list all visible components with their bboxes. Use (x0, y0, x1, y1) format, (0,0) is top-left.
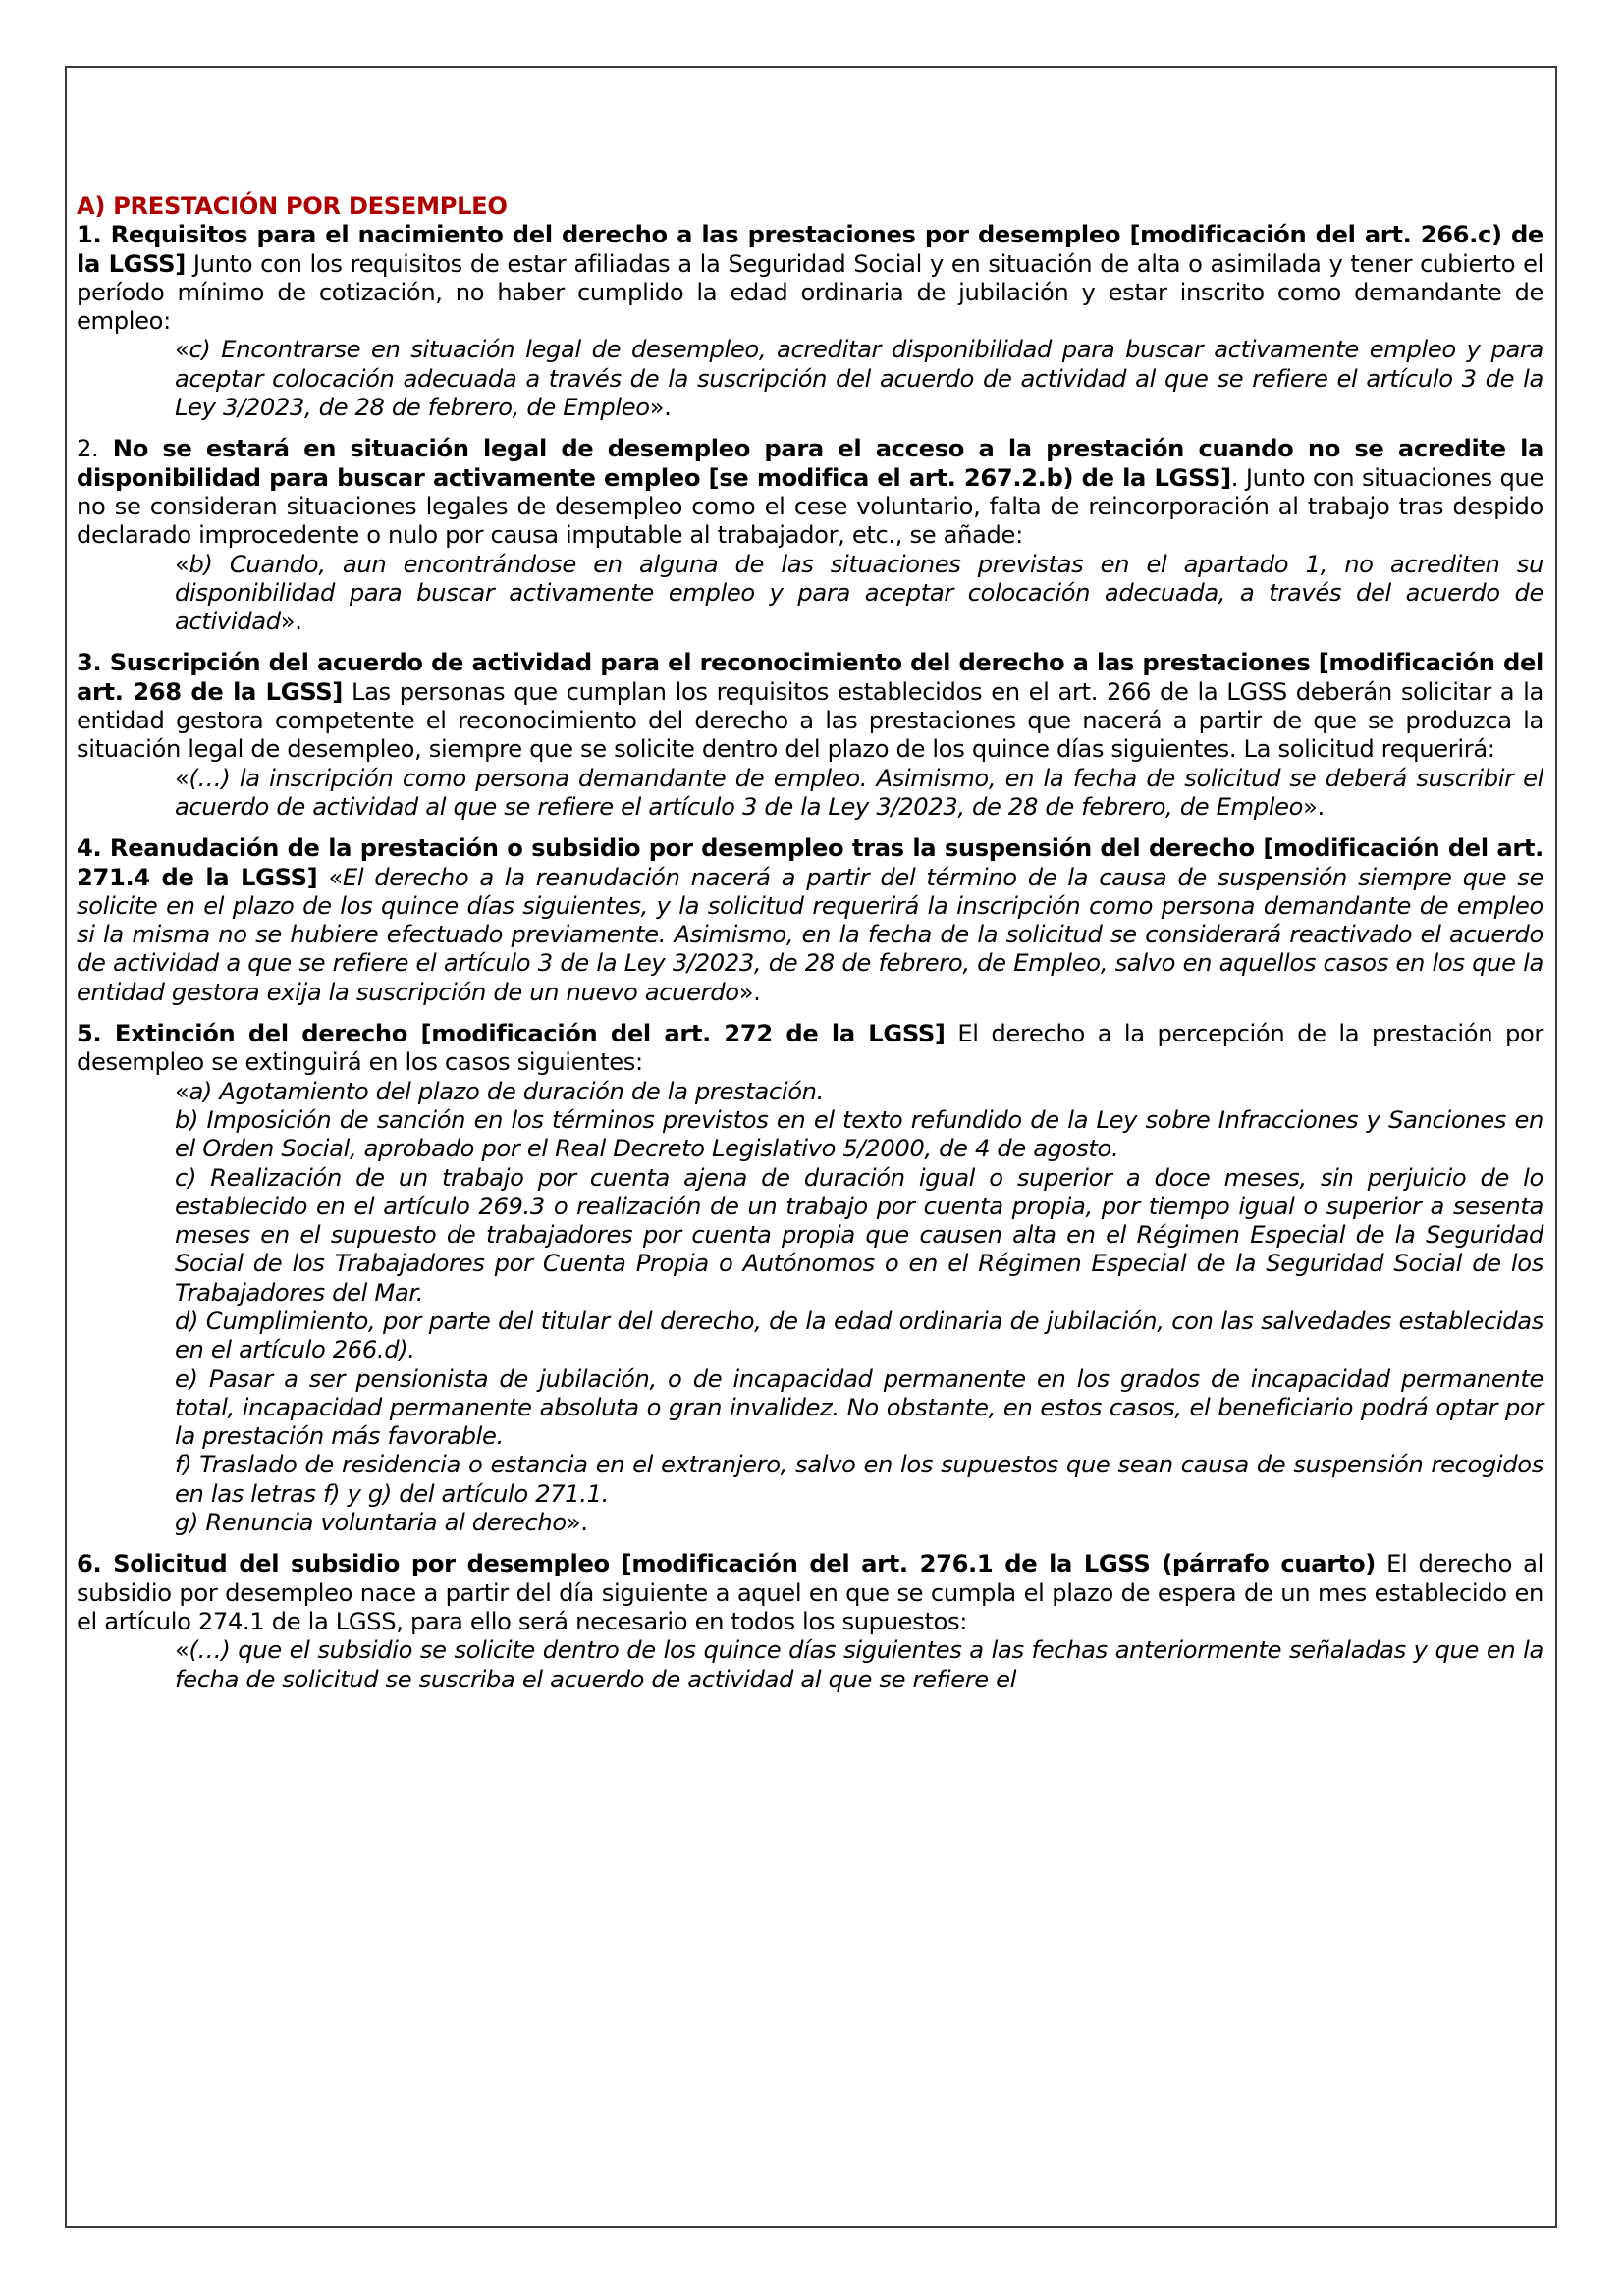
item-title: Extinción del derecho [modificación del art. 272 de la LGSS] (101, 1020, 946, 1048)
quote-close-mark: ». (649, 394, 672, 422)
quote-text: (…) que el subsidio se solicite dentro de los quince días siguientes a las fechas anteriormente señaladas y que en la fecha de solicitud se suscriba el acuerdo de actividad al que se refiere el (175, 1636, 1543, 1693)
item-body: El derecho al subsidio por desempleo nace a partir del día siguiente a aquel en que se cumpla el plazo de espera de un mes establecido en el artículo 274.1 de la LGSS, para ello será necesario en todos los supuestos: (77, 1550, 1543, 1635)
quote-text: c) Encontrarse en situación legal de desempleo, acreditar disponibilidad para buscar activamente empleo y para aceptar colocación adecuada a través de la suscripción del acuerdo de actividad al que se refiere el artículo 3 de la Ley 3/2023, de 28 de febrero, de Empleo (175, 336, 1543, 422)
item-quote (77, 1636, 1543, 1694)
quote-text: (…) la inscripción como persona demandante de empleo. Asimismo, en la fecha de solicitud se deberá suscribir el acuerdo de actividad al que se refiere el artículo 3 de la Ley 3/2023, de 28 de febrero, de Empleo (175, 764, 1543, 821)
quote-line-c: c) Realización de un trabajo por cuenta ajena de duración igual o superior a doce meses, sin perjuicio de lo establecido en el artículo 269.3 o realización de un trabajo por cuenta propia, por tiempo igual o superior a sesenta meses en el supuesto de trabajadores por cuenta propia que causen alta en el Régimen Especial de la Seguridad Social de los Trabajadores por Cuenta Propia o Autónomos o en el Régimen Especial de la Seguridad Social de los Trabajadores del Mar. (175, 1163, 1543, 1307)
item-quote (77, 551, 1543, 637)
quote-open-mark: « (175, 550, 189, 578)
item-number: 6. (77, 1550, 102, 1578)
quote-close-mark: ». (1303, 792, 1325, 821)
quote-line-text: g) Renuncia voluntaria al derecho (175, 1509, 567, 1537)
document-body (77, 192, 1543, 1707)
item-body: Las personas que cumplan los requisitos establecidos en el art. 266 de la LGSS deberán solicitar a la entidad gestora competente el reconocimiento del derecho a las prestaciones que nacerá a partir de que se produzca la situación legal de desempleo, siempre que se solicite dentro del plazo de los quince días siguientes. La solicitud requerirá: (77, 677, 1543, 764)
quote-line-d: d) Cumplimiento, por parte del titular del derecho, de la edad ordinaria de jubilación, con las salvedades establecidas en el artículo 266.d). (175, 1307, 1543, 1364)
item-number: 2. (77, 435, 99, 463)
item-number: 5. (77, 1020, 102, 1048)
list-item (77, 221, 1543, 422)
quote-line-a (175, 1078, 1543, 1106)
quote-open-mark: « (175, 1077, 189, 1105)
section-heading: A) PRESTACIÓN POR DESEMPLEO (77, 192, 508, 220)
inline-quote-close-mark: ». (738, 978, 761, 1006)
list-item (77, 1550, 1543, 1693)
list-item (77, 649, 1543, 822)
quote-line-g (175, 1509, 1543, 1537)
item-number: 3. (77, 649, 102, 677)
quote-line-e: e) Pasar a ser pensionista de jubilación, o de incapacidad permanente en los grados de incapacidad permanente total, incapacidad permanente absoluta o gran invalidez. No obstante, en estos casos, el beneficiario podrá optar por la prestación más favorable. (175, 1364, 1543, 1451)
item-quote (77, 336, 1543, 422)
item-body: Junto con los requisitos de estar afiliadas a la Seguridad Social y en situación de alta o asimilada y tener cubierto el período mínimo de cotización, no haber cumplido la edad ordinaria de jubilación y estar inscrito como demandante de empleo: (77, 249, 1544, 336)
list-item (77, 1020, 1543, 1537)
item-number: 4. (77, 834, 102, 863)
item-title: Reanudación de la prestación o subsidio por desempleo tras la suspensión del derecho [modificación del art. 271.4 de la LGSS] (77, 834, 1543, 891)
item-title: Suscripción del acuerdo de actividad para el reconocimiento del derecho a las prestaciones [modificación del art. 268 de la LGSS] (77, 649, 1543, 706)
quote-open-mark: « (175, 764, 189, 792)
list-item (77, 834, 1543, 1007)
inline-quote-text: El derecho a la reanudación nacerá a partir del término de la causa de suspensión siempre que se solicite en el plazo de los quince días siguientes, y la solicitud requerirá la inscripción como persona demandante de empleo si la misma no se hubiere efectuado previamente. Asimismo, en la fecha de la solicitud se considerará reactivado el acuerdo de actividad a que se refiere el artículo 3 de la Ley 3/2023, de 28 de febrero, de Empleo, salvo en aquellos casos en los que la entidad gestora exija la suscripción de un nuevo acuerdo (77, 863, 1543, 1006)
list-item (77, 435, 1543, 636)
item-quote (77, 765, 1543, 823)
quote-line-b: b) Imposición de sanción en los términos previstos en el texto refundido de la Ley sobre Infracciones y Sanciones en el Orden Social, aprobado por el Real Decreto Legislativo 5/2000, de 4 de agosto. (175, 1105, 1543, 1163)
item-title: No se estará en situación legal de desempleo para el acceso a la prestación cuando no se acredite la disponibilidad para buscar activamente empleo [se modifica el art. 267.2.b) de la LGSS] (77, 435, 1543, 492)
item-title: Requisitos para el nacimiento del derecho a las prestaciones por desempleo [modificación del art. 266.c) de la LGSS] (77, 221, 1543, 278)
item-quote-list (77, 1078, 1543, 1538)
item-number: 1. (77, 221, 102, 249)
quote-open-mark: « (175, 336, 189, 364)
quote-close-mark: ». (280, 608, 302, 636)
item-title: Solicitud del subsidio por desempleo [modificación del art. 276.1 de la LGSS (párrafo cuarto) (101, 1550, 1376, 1578)
item-body: El derecho a la percepción de la prestación por desempleo se extinguirá en los casos siguientes: (77, 1020, 1544, 1077)
inline-quote-open-mark: « (317, 863, 343, 891)
quote-open-mark: « (175, 1636, 189, 1665)
quote-close-mark: ». (566, 1509, 588, 1537)
quote-line-f: f) Traslado de residencia o estancia en el extranjero, salvo en los supuestos que sean causa de suspensión recogidos en las letras f) y g) del artículo 271.1. (175, 1451, 1543, 1508)
quote-text: b) Cuando, aun encontrándose en alguna de las situaciones previstas en el apartado 1, no acrediten su disponibilidad para buscar activamente empleo y para aceptar colocación adecuada, a través del acuerdo de actividad (175, 550, 1543, 636)
quote-line-text: a) Agotamiento del plazo de duración de la prestación. (189, 1077, 824, 1105)
item-body: . Junto con situaciones que no se consideran situaciones legales de desempleo como el cese voluntario, falta de reincorporación al trabajo tras despido declarado improcedente o nulo por causa imputable al trabajador, etc., se añade: (77, 463, 1543, 550)
